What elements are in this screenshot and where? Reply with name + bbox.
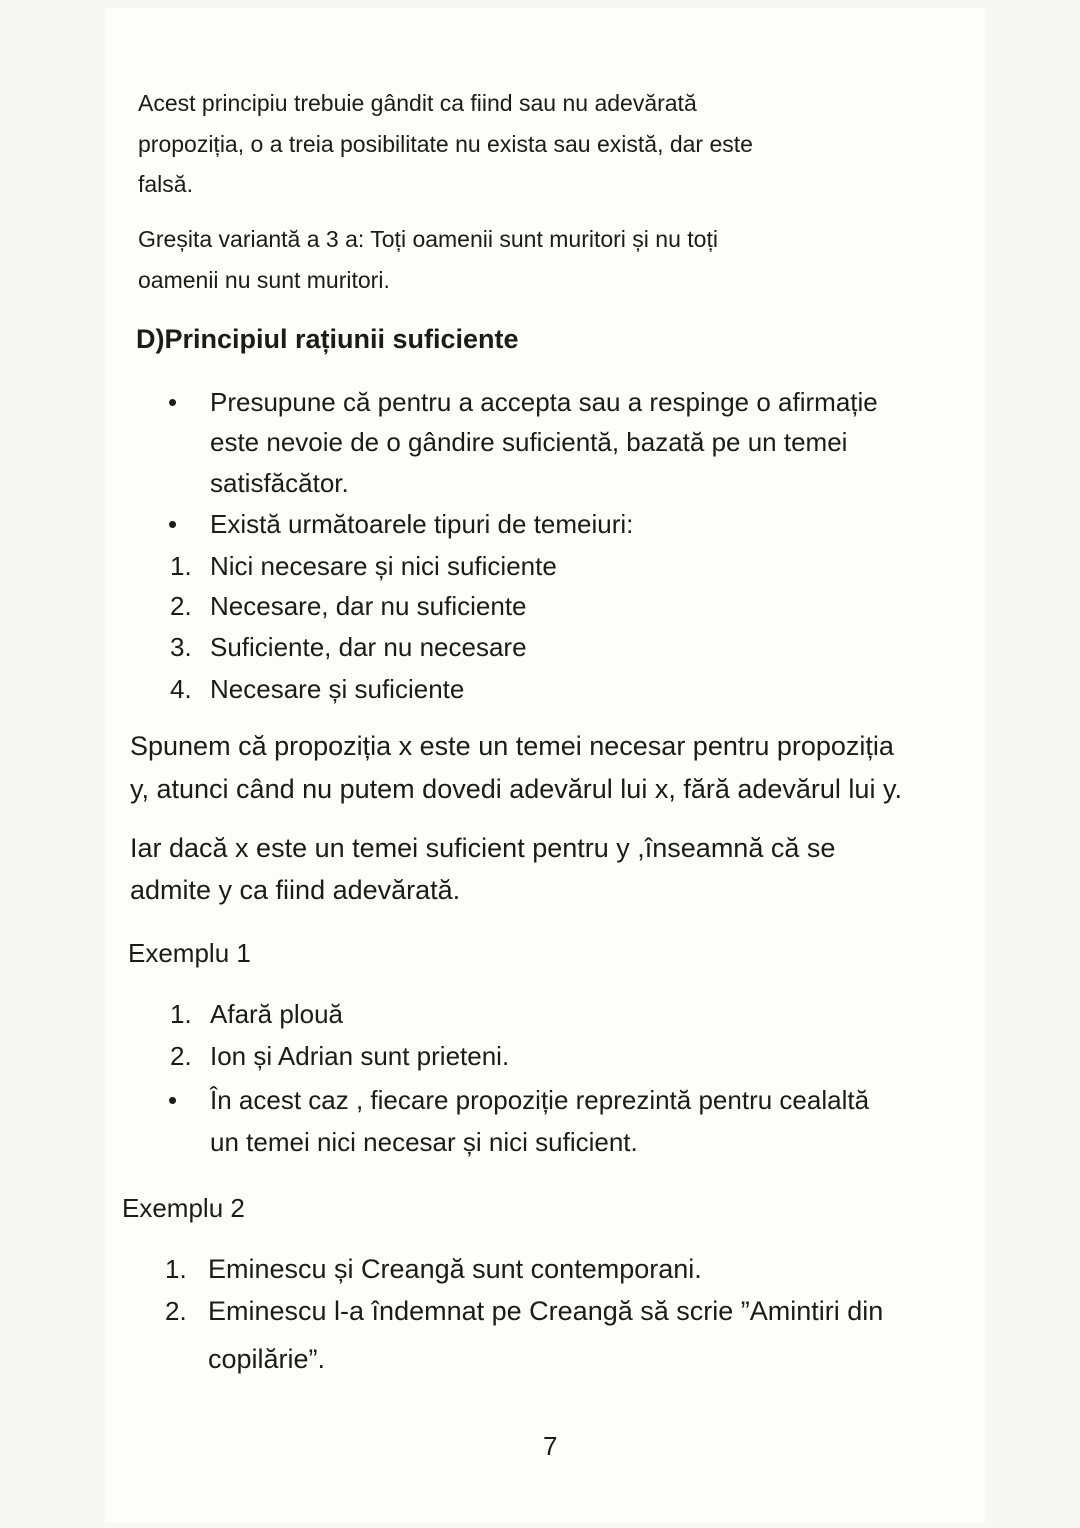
- bullet-icon: •: [168, 509, 178, 539]
- list-item: Necesare, dar nu suficiente: [210, 591, 527, 621]
- list-number: 2.: [165, 1296, 187, 1326]
- list-item: Suficiente, dar nu necesare: [210, 632, 527, 662]
- bullet-line: Există următoarele tipuri de temeiuri:: [210, 509, 634, 539]
- paragraph-line: Iar dacă x este un temei suficient pentru y ,înseamnă că se: [130, 833, 836, 863]
- list-number: 2.: [170, 591, 192, 621]
- paragraph-line: propoziția, o a treia posibilitate nu exista sau există, dar este: [138, 131, 753, 157]
- bullet-icon: •: [168, 387, 178, 417]
- bullet-icon: •: [168, 1085, 178, 1115]
- list-item: Eminescu l-a îndemnat pe Creangă să scrie ”Amintiri din: [208, 1296, 884, 1326]
- list-item-continuation: copilărie”.: [208, 1344, 326, 1374]
- section-heading: D)Principiul rațiunii suficiente: [136, 324, 519, 354]
- bullet-line: satisfăcător.: [210, 468, 349, 498]
- paragraph-line: falsă.: [138, 171, 193, 197]
- paragraph-line: Spunem că propoziția x este un temei necesar pentru propoziția: [130, 731, 894, 761]
- list-item: Afară plouă: [210, 999, 343, 1029]
- list-item: Nici necesare și nici suficiente: [210, 551, 557, 581]
- bullet-line: Presupune că pentru a accepta sau a respinge o afirmație: [210, 387, 878, 417]
- list-number: 1.: [165, 1254, 187, 1284]
- bullet-line: este nevoie de o gândire suficientă, bazată pe un temei: [210, 427, 848, 457]
- paragraph-line: admite y ca fiind adevărată.: [130, 875, 461, 905]
- list-item: Eminescu și Creangă sunt contemporani.: [208, 1254, 702, 1284]
- example-title: Exemplu 2: [122, 1193, 245, 1223]
- example-title: Exemplu 1: [128, 938, 251, 968]
- list-item: Ion și Adrian sunt prieteni.: [210, 1041, 510, 1071]
- list-number: 4.: [170, 674, 192, 704]
- list-number: 1.: [170, 551, 192, 581]
- paragraph-line: oamenii nu sunt muritori.: [138, 267, 390, 293]
- paragraph-line: y, atunci când nu putem dovedi adevărul lui x, fără adevărul lui y.: [130, 774, 902, 804]
- paragraph-line: Greșita variantă a 3 a: Toți oamenii sunt muritori și nu toți: [138, 226, 718, 252]
- list-number: 1.: [170, 999, 192, 1029]
- page-number: 7: [543, 1431, 558, 1461]
- list-number: 3.: [170, 632, 192, 662]
- list-item: Necesare și suficiente: [210, 674, 465, 704]
- bullet-line: În acest caz , fiecare propoziție reprezintă pentru cealaltă: [210, 1085, 870, 1115]
- bullet-line: un temei nici necesar și nici suficient.: [210, 1127, 638, 1157]
- paragraph-line: Acest principiu trebuie gândit ca fiind sau nu adevărată: [138, 90, 697, 116]
- list-number: 2.: [170, 1041, 192, 1071]
